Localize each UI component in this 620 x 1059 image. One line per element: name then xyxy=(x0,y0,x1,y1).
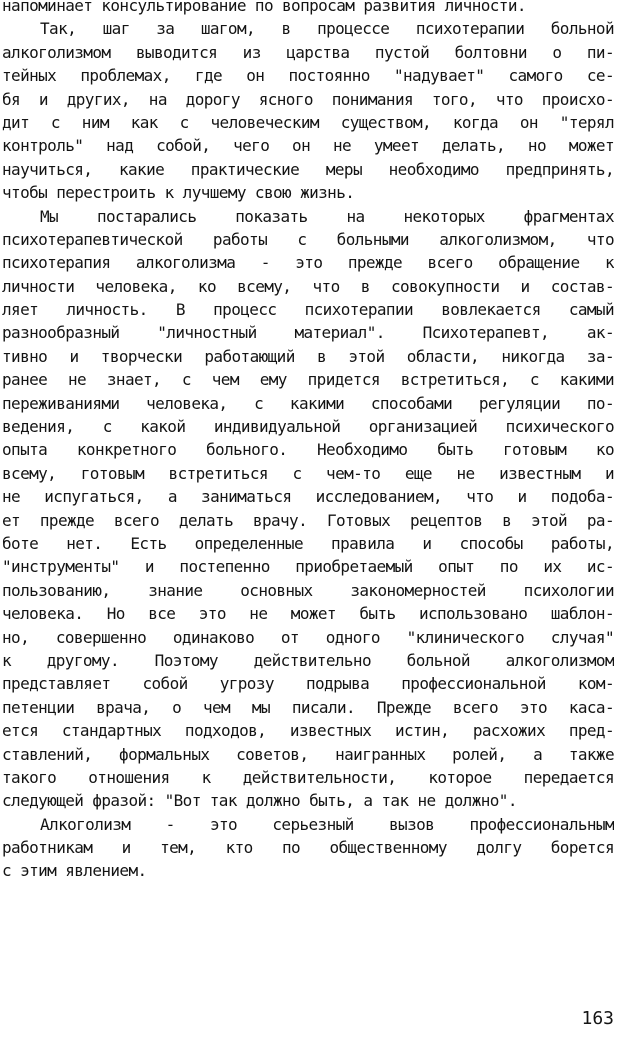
text-line: психотерапевтической работы с больными алкоголизмом, что xyxy=(2,229,614,249)
paragraph xyxy=(2,0,614,17)
text-line: научиться, какие практические меры необходимо предпринять, xyxy=(2,159,614,179)
text-line: представляет собой угрозу подрыва профессиональной ком- xyxy=(2,674,614,694)
text-line: человека. Но все это не может быть использовано шаблон- xyxy=(2,604,614,624)
text-line: Так, шаг за шагом, в процессе психотерапии больной xyxy=(40,19,614,39)
text-line: следующей фразой: "Вот так должно быть, а так не должно". xyxy=(2,791,517,811)
text-line: личности человека, ко всему, что в совокупности и состав- xyxy=(2,276,614,296)
text-line: напоминает консультирование по вопросам развития личности. xyxy=(2,0,526,15)
text-line: "инструменты" и постепенно приобретаемый опыт по их ис- xyxy=(2,557,614,577)
text-line: контроль" над собой, чего он не умеет делать, но может xyxy=(2,136,614,156)
text-line: ведения, с какой индивидуальной организацией психического xyxy=(2,417,614,437)
text-line: петенции врача, о чем мы писали. Прежде всего это каса- xyxy=(2,697,614,717)
paragraph xyxy=(2,813,614,883)
text-line: Алкоголизм - это серьезный вызов профессиональным xyxy=(40,814,614,834)
text-line: переживаниями человека, с какими способами регуляции по- xyxy=(2,393,614,413)
text-line: разнообразный "личностный материал". Психотерапевт, ак- xyxy=(2,323,614,343)
text-line: работникам и тем, кто по общественному долгу борется xyxy=(2,838,614,858)
text-line: тивно и творчески работающий в этой области, никогда за- xyxy=(2,346,614,366)
text-line: пользованию, знание основных закономерностей психологии xyxy=(2,580,614,600)
text-line: всему, готовым встретиться с чем-то еще не известным и xyxy=(2,463,614,483)
text-line: боте нет. Есть определенные правила и способы работы, xyxy=(2,533,614,553)
text-line: такого отношения к действительности, которое передается xyxy=(2,767,614,787)
text-line: ранее не знает, с чем ему придется встретиться, с какими xyxy=(2,370,614,390)
paragraph xyxy=(2,205,614,813)
text-line: ляет личность. В процесс психотерапии вовлекается самый xyxy=(2,300,614,320)
text-line: опыта конкретного больного. Необходимо быть готовым ко xyxy=(2,440,614,460)
text-line: ет прежде всего делать врачу. Готовых рецептов в этой ра- xyxy=(2,510,614,530)
text-line: психотерапия алкоголизма - это прежде всего обращение к xyxy=(2,253,614,273)
text-line: алкоголизмом выводится из царства пустой болтовни о пи- xyxy=(2,42,614,62)
text-line: к другому. Поэтому действительно больной алкоголизмом xyxy=(2,650,614,670)
text-line: тейных проблемах, где он постоянно "надувает" самого се- xyxy=(2,66,614,86)
body-text xyxy=(2,0,614,883)
text-line: дит с ним как с человеческим существом, когда он "терял xyxy=(2,112,614,132)
text-line: бя и других, на дорогу ясного понимания того, что происхо- xyxy=(2,89,614,109)
text-line: не испугаться, а заниматься исследованием, что и подоба- xyxy=(2,487,614,507)
paragraph xyxy=(2,17,614,204)
text-line: Мы постарались показать на некоторых фрагментах xyxy=(40,206,614,226)
text-line: ется стандартных подходов, известных истин, расхожих пред- xyxy=(2,721,614,741)
text-line: ставлений, формальных советов, наигранных ролей, а также xyxy=(2,744,614,764)
text-line: но, совершенно одинаково от одного "клинического случая" xyxy=(2,627,614,647)
text-line: чтобы перестроить к лучшему свою жизнь. xyxy=(2,183,355,203)
page-number: 163 xyxy=(581,1008,614,1029)
text-line: с этим явлением. xyxy=(2,861,147,881)
